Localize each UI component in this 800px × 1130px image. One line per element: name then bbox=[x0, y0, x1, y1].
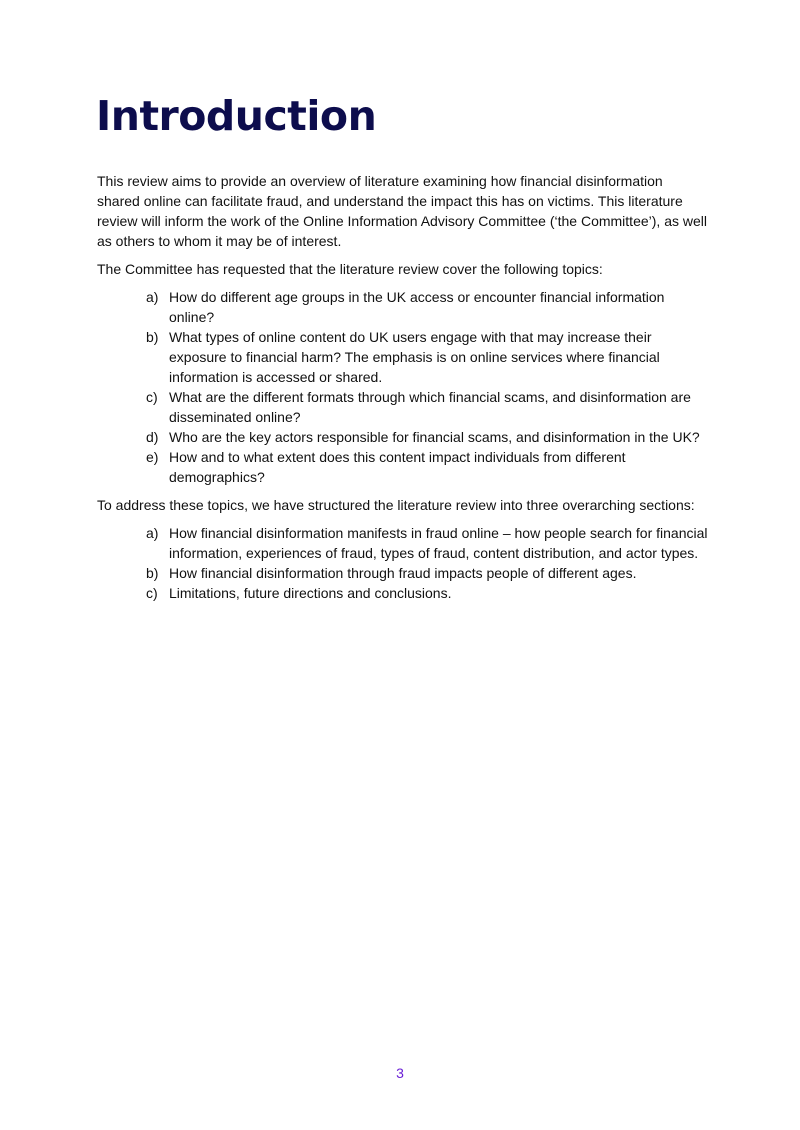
list-item-text: How financial disinformation through fraud impacts people of different ages. bbox=[169, 565, 637, 581]
list-marker: a) bbox=[146, 289, 159, 305]
list-item-text: Who are the key actors responsible for financial scams, and disinformation in the UK? bbox=[169, 429, 700, 445]
list-item-text: What types of online content do UK users engage with that may increase their exposure to financial harm? The emphasis is on online services where financial information is accessed or shared. bbox=[169, 329, 660, 385]
list-marker: a) bbox=[146, 525, 159, 541]
list-item-text: How do different age groups in the UK access or encounter financial information online? bbox=[169, 289, 665, 325]
intro-paragraph: This review aims to provide an overview of literature examining how financial disinformation shared online can facilitate fraud, and understand the impact this has on victims. This literature review will inform the work of the Online Information Advisory Committee (‘the Committee’), as well as others to whom it may be of interest. bbox=[97, 173, 707, 249]
sections-lead-paragraph: To address these topics, we have structured the literature review into three overarching sections: bbox=[97, 497, 695, 513]
list-item-text: What are the different formats through which financial scams, and disinformation are disseminated online? bbox=[169, 389, 691, 425]
list-item-text: How and to what extent does this content impact individuals from different demographics? bbox=[169, 449, 626, 485]
page-title: Introduction bbox=[96, 92, 377, 140]
list-item bbox=[97, 447, 709, 487]
list-marker: c) bbox=[146, 389, 158, 405]
list-marker: c) bbox=[146, 585, 158, 601]
topics-list bbox=[97, 287, 709, 487]
list-item bbox=[97, 583, 709, 603]
list-item bbox=[97, 427, 709, 447]
list-item bbox=[97, 327, 709, 387]
list-item bbox=[97, 523, 709, 563]
list-item-text: Limitations, future directions and conclusions. bbox=[169, 585, 452, 601]
list-item-text: How financial disinformation manifests in fraud online – how people search for financial information, experiences of fraud, types of fraud, content distribution, and actor types. bbox=[169, 525, 708, 561]
list-item bbox=[97, 563, 709, 583]
list-item bbox=[97, 287, 709, 327]
document-body bbox=[97, 171, 709, 611]
list-item bbox=[97, 387, 709, 427]
list-marker: d) bbox=[146, 429, 159, 445]
sections-list bbox=[97, 523, 709, 603]
list-marker: e) bbox=[146, 449, 159, 465]
list-marker: b) bbox=[146, 565, 159, 581]
page-number: 3 bbox=[396, 1065, 404, 1081]
list-marker: b) bbox=[146, 329, 159, 345]
topics-lead-paragraph: The Committee has requested that the literature review cover the following topics: bbox=[97, 261, 603, 277]
